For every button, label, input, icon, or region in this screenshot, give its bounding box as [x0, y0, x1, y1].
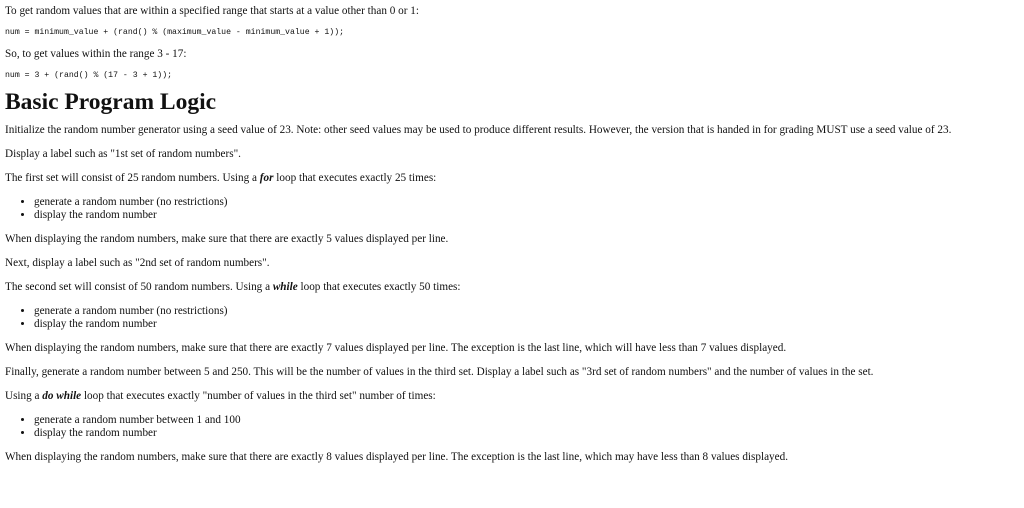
set1-pre: The first set will consist of 25 random numbers. Using a	[5, 172, 260, 184]
set2-pre: The second set will consist of 50 random numbers. Using a	[5, 281, 273, 293]
set1-paragraph	[5, 172, 1019, 185]
set2-post: loop that executes exactly 50 times:	[297, 281, 461, 293]
set1-post: loop that executes exactly 25 times:	[273, 172, 437, 184]
set1-note: When displaying the random numbers, make sure that there are exactly 5 values displayed per line.	[5, 233, 449, 245]
formula-code: num = minimum_value + (rand() % (maximum_value - minimum_value + 1));	[5, 28, 345, 37]
set3-post: loop that executes exactly "number of values in the third set" number of times:	[81, 390, 436, 402]
set2-note: When displaying the random numbers, make sure that there are exactly 7 values displayed per line. The exception is the last line, which will have less than 7 values displayed.	[5, 342, 787, 354]
set2-list	[5, 305, 1019, 331]
example-intro-text: So, to get values within the range 3 - 17:	[5, 48, 187, 60]
label1-paragraph: Display a label such as "1st set of random numbers".	[5, 148, 241, 160]
set3-pre: Using a	[5, 390, 43, 402]
set3-keyword: do while	[42, 390, 82, 402]
set3-list	[5, 414, 1019, 440]
label2-paragraph: Next, display a label such as "2nd set of random numbers".	[5, 257, 270, 269]
range-intro-text: To get random values that are within a specified range that starts at a value other than 0 or 1:	[5, 5, 419, 17]
list-item: • generate a random number (no restrictions)	[34, 196, 1019, 209]
list-item: • generate a random number between 1 and 100	[34, 414, 1019, 427]
set2-paragraph	[5, 281, 1019, 294]
set1-list	[5, 196, 1019, 222]
example-code: num = 3 + (rand() % (17 - 3 + 1));	[5, 71, 173, 80]
list-item: • display the random number	[34, 427, 1019, 440]
list-item: • generate a random number (no restrictions)	[34, 305, 1019, 318]
section-heading: Basic Program Logic	[5, 89, 217, 115]
set2-keyword: while	[272, 281, 298, 293]
list-item: • display the random number	[34, 318, 1019, 331]
seed-paragraph: Initialize the random number generator using a seed value of 23. Note: other seed values may be used to produce different results. However, the version that is handed in for grading MUST use a seed value of 23.	[5, 124, 952, 136]
set3-paragraph	[5, 390, 1019, 403]
set3-intro-paragraph: Finally, generate a random number between 5 and 250. This will be the number of values in the third set. Display a label such as "3rd set of random numbers" and the number of values in the set.	[5, 366, 874, 378]
set3-note: When displaying the random numbers, make sure that there are exactly 8 values displayed per line. The exception is the last line, which may have less than 8 values displayed.	[5, 451, 788, 463]
set1-keyword: for	[259, 172, 274, 184]
list-item: • display the random number	[34, 209, 1019, 222]
